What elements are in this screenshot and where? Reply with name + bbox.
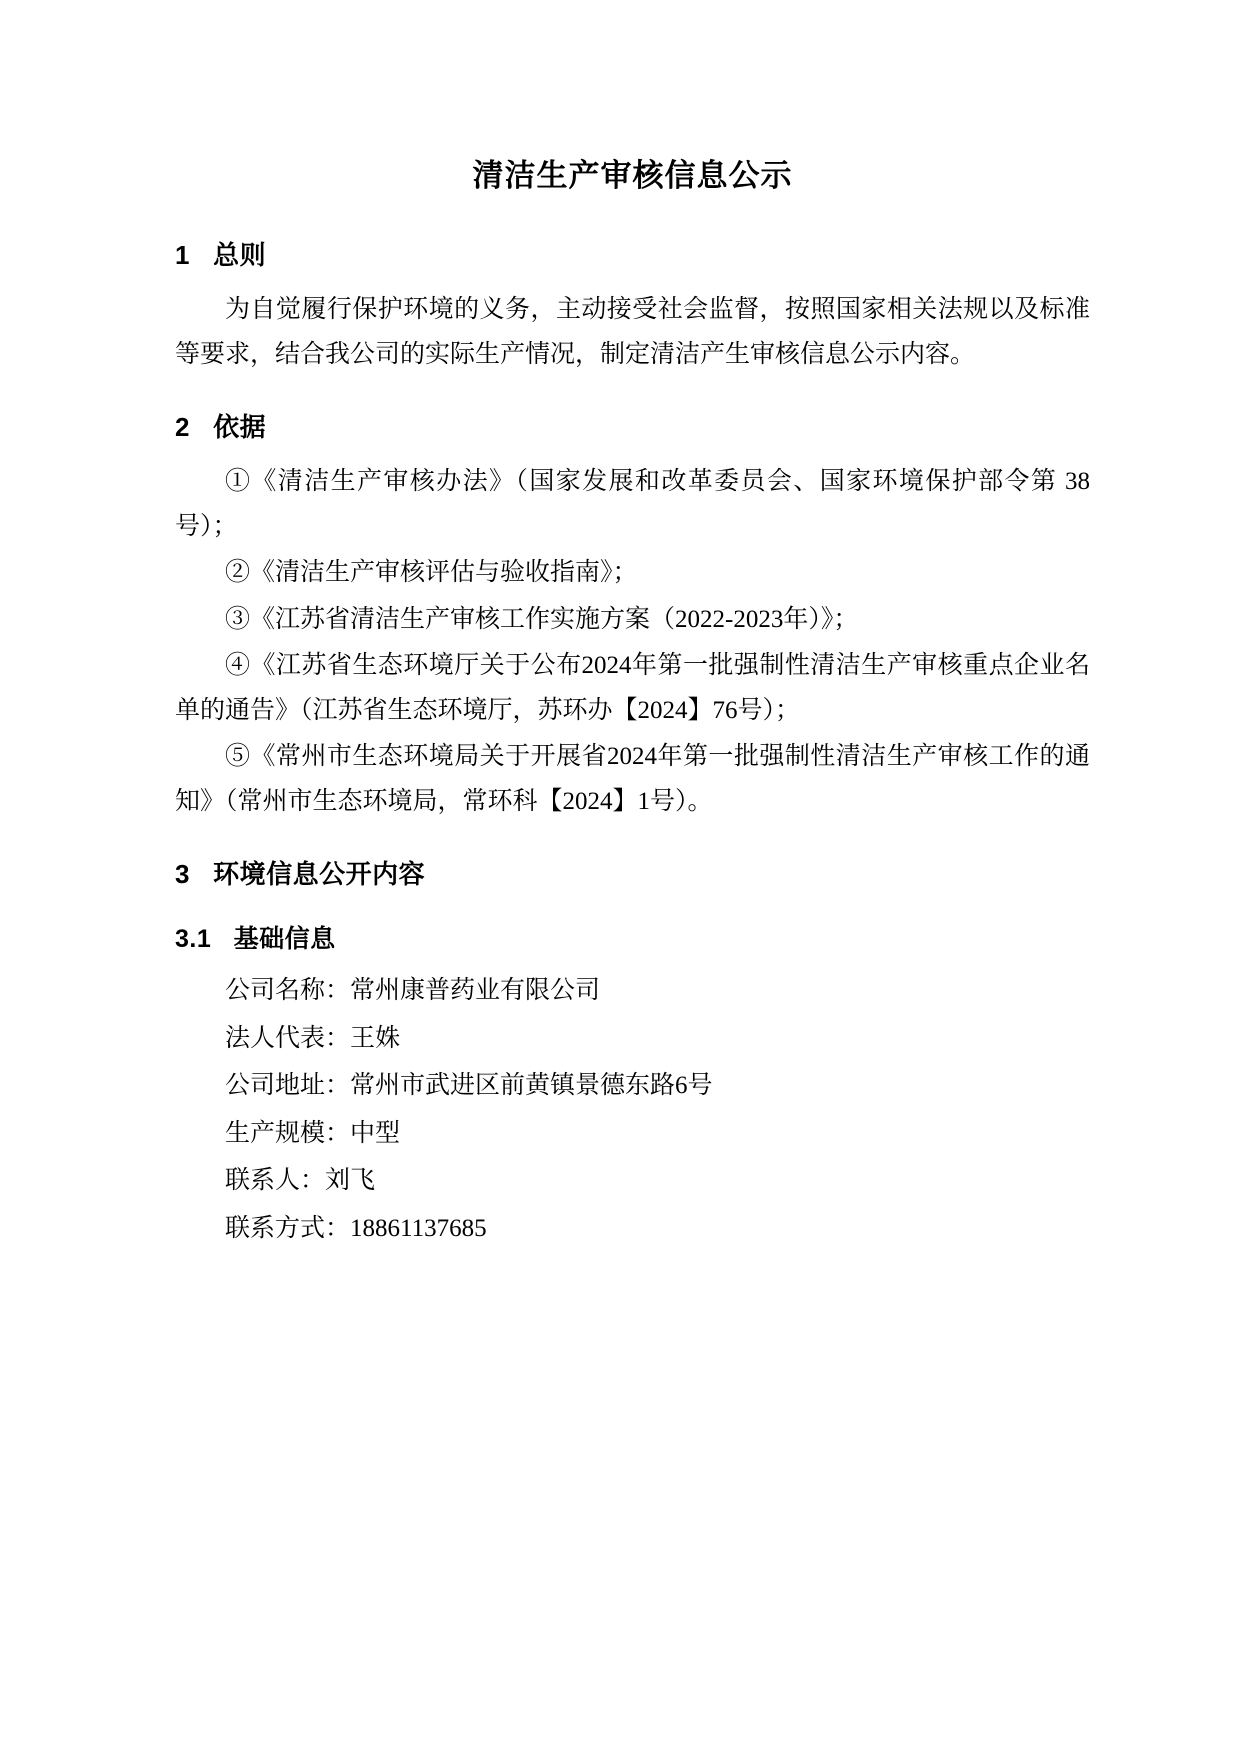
section-title-3: 环境信息公开内容 bbox=[213, 859, 426, 889]
info-value-production-scale: 中型 bbox=[350, 1119, 401, 1147]
reference-item: ⑤《常州市生态环境局关于开展省2024年第一批强制性清洁生产审核工作的通知》（常州市生态环境局，常环科【2024】1号）。 bbox=[175, 743, 1090, 815]
info-value-contact-phone: 18861137685 bbox=[350, 1214, 487, 1242]
section-number-3: 3 bbox=[175, 859, 190, 889]
section-heading-3 bbox=[175, 854, 1090, 891]
info-value-legal-representative: 王姝 bbox=[350, 1024, 401, 1052]
subsection-number-3-1: 3.1 bbox=[175, 925, 212, 953]
list-item bbox=[175, 1062, 1090, 1110]
info-value-company-name: 常州康普药业有限公司 bbox=[350, 977, 601, 1004]
info-label-legal-representative: 法人代表： bbox=[225, 1024, 351, 1052]
info-label-contact-person: 联系人： bbox=[225, 1167, 326, 1194]
section-title-2: 依据 bbox=[213, 412, 267, 442]
info-label-production-scale: 生产规模： bbox=[225, 1119, 351, 1147]
info-label-company-name: 公司名称： bbox=[225, 977, 351, 1004]
section-1-paragraph: 为自觉履行保护环境的义务，主动接受社会监督，按照国家相关法规以及标准等要求，结合我公司的实际生产情况，制定清洁产生审核信息公示内容。 bbox=[175, 296, 1090, 368]
reference-item: ④《江苏省生态环境厅关于公布2024年第一批强制性清洁生产审核重点企业名单的通告》（江苏省生态环境厅，苏环办【2024】76号）； bbox=[175, 652, 1090, 724]
list-item bbox=[175, 1110, 1090, 1158]
info-label-contact-phone: 联系方式： bbox=[225, 1214, 351, 1242]
section-heading-2 bbox=[175, 407, 1090, 444]
subsection-title-3-1: 基础信息 bbox=[233, 925, 336, 953]
list-item bbox=[175, 1157, 1090, 1205]
basic-info-list bbox=[175, 967, 1090, 1252]
list-item bbox=[175, 1015, 1090, 1063]
info-value-contact-person: 刘飞 bbox=[325, 1167, 376, 1194]
section-number-2: 2 bbox=[175, 412, 190, 442]
reference-item: ①《清洁生产审核办法》（国家发展和改革委员会、国家环境保护部令第 38 号）； bbox=[175, 468, 1090, 540]
list-item bbox=[175, 967, 1090, 1015]
section-heading-1 bbox=[175, 235, 1090, 272]
reference-item: ②《清洁生产审核评估与验收指南》； bbox=[225, 559, 638, 586]
section-title-1: 总则 bbox=[213, 240, 267, 270]
reference-item: ③《江苏省清洁生产审核工作实施方案（2022-2023年）》； bbox=[225, 605, 859, 633]
info-label-company-address: 公司地址： bbox=[225, 1072, 351, 1099]
section-number-1: 1 bbox=[175, 240, 190, 270]
page-title: 清洁生产审核信息公示 bbox=[472, 158, 793, 193]
subsection-heading-3-1 bbox=[175, 919, 1090, 955]
list-item bbox=[175, 1205, 1090, 1253]
info-value-company-address: 常州市武进区前黄镇景德东路6号 bbox=[350, 1072, 713, 1099]
